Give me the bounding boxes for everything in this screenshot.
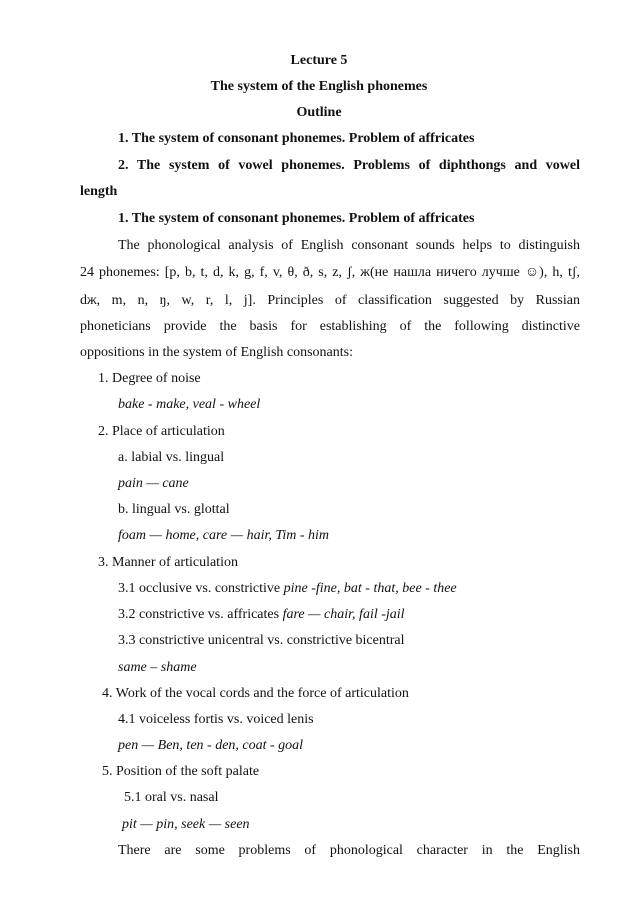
lecture-topic: The system of the English phonemes (210, 79, 428, 94)
list-item-5-1: 5.1 oral vs. nasal (124, 790, 219, 805)
list-item-3-2-text: 3.2 constrictive vs. affricates (118, 607, 283, 622)
list-item-4-1-example: pen — Ben, ten - den, coat - goal (118, 738, 304, 753)
list-item-3-3: 3.3 constrictive unicentral vs. constrictive bicentral (118, 633, 405, 648)
list-item-5: 5. Position of the soft palate (102, 764, 260, 779)
lecture-number: Lecture 5 (290, 53, 348, 68)
list-item-2b-example: foam — home, care — hair, Tim - him (118, 528, 330, 543)
list-item-3-1 (118, 580, 457, 598)
list-item-3-2 (118, 606, 405, 624)
list-item-2: 2. Place of articulation (98, 424, 225, 439)
paragraph-1-line-2: 24 phonemes: [p, b, t, d, k, g, f, v, θ, ð, s, z, ʃ, ж(не нашла ничего лучше ☺), h, tʃ, (80, 265, 580, 280)
list-item-1-example: bake - make, veal - wheel (118, 397, 261, 412)
paragraph-1-line-1: The phonological analysis of English consonant sounds helps to distinguish (118, 238, 580, 253)
list-item-3-1-text: 3.1 occlusive vs. constrictive (118, 581, 284, 596)
list-item-4: 4. Work of the vocal cords and the force of articulation (102, 686, 409, 701)
outline-item-1: 1. The system of consonant phonemes. Problem of affricates (118, 131, 475, 146)
list-item-4-1: 4.1 voiceless fortis vs. voiced lenis (118, 712, 314, 727)
list-item-2b: b. lingual vs. glottal (118, 502, 230, 517)
list-item-2a-example: pain — cane (118, 476, 189, 491)
paragraph-1-line-4: phoneticians provide the basis for establishing of the following distinctive (80, 319, 580, 334)
list-item-3: 3. Manner of articulation (98, 555, 238, 570)
section-1-title: 1. The system of consonant phonemes. Problem of affricates (118, 211, 475, 226)
paragraph-1-line-3: dж, m, n, ŋ, w, r, l, j]. Principles of classification suggested by Russian (80, 293, 580, 308)
list-item-3-2-example: fare — chair, fail -jail (282, 607, 405, 622)
paragraph-1-line-5: oppositions in the system of English consonants: (80, 345, 353, 360)
list-item-3-3-example: same – shame (118, 660, 197, 675)
list-item-2a: a. labial vs. lingual (118, 450, 225, 465)
list-item-1: 1. Degree of noise (98, 371, 201, 386)
paragraph-2-line-1: There are some problems of phonological character in the English (118, 843, 580, 858)
list-item-3-1-example: pine -fine, bat - that, bee - thee (283, 581, 457, 596)
outline-label: Outline (296, 105, 342, 120)
outline-item-2-continued: length (80, 184, 118, 199)
list-item-5-1-example: pit — pin, seek — seen (122, 817, 250, 832)
outline-item-2: 2. The system of vowel phonemes. Problems of diphthongs and vowel (118, 158, 580, 173)
